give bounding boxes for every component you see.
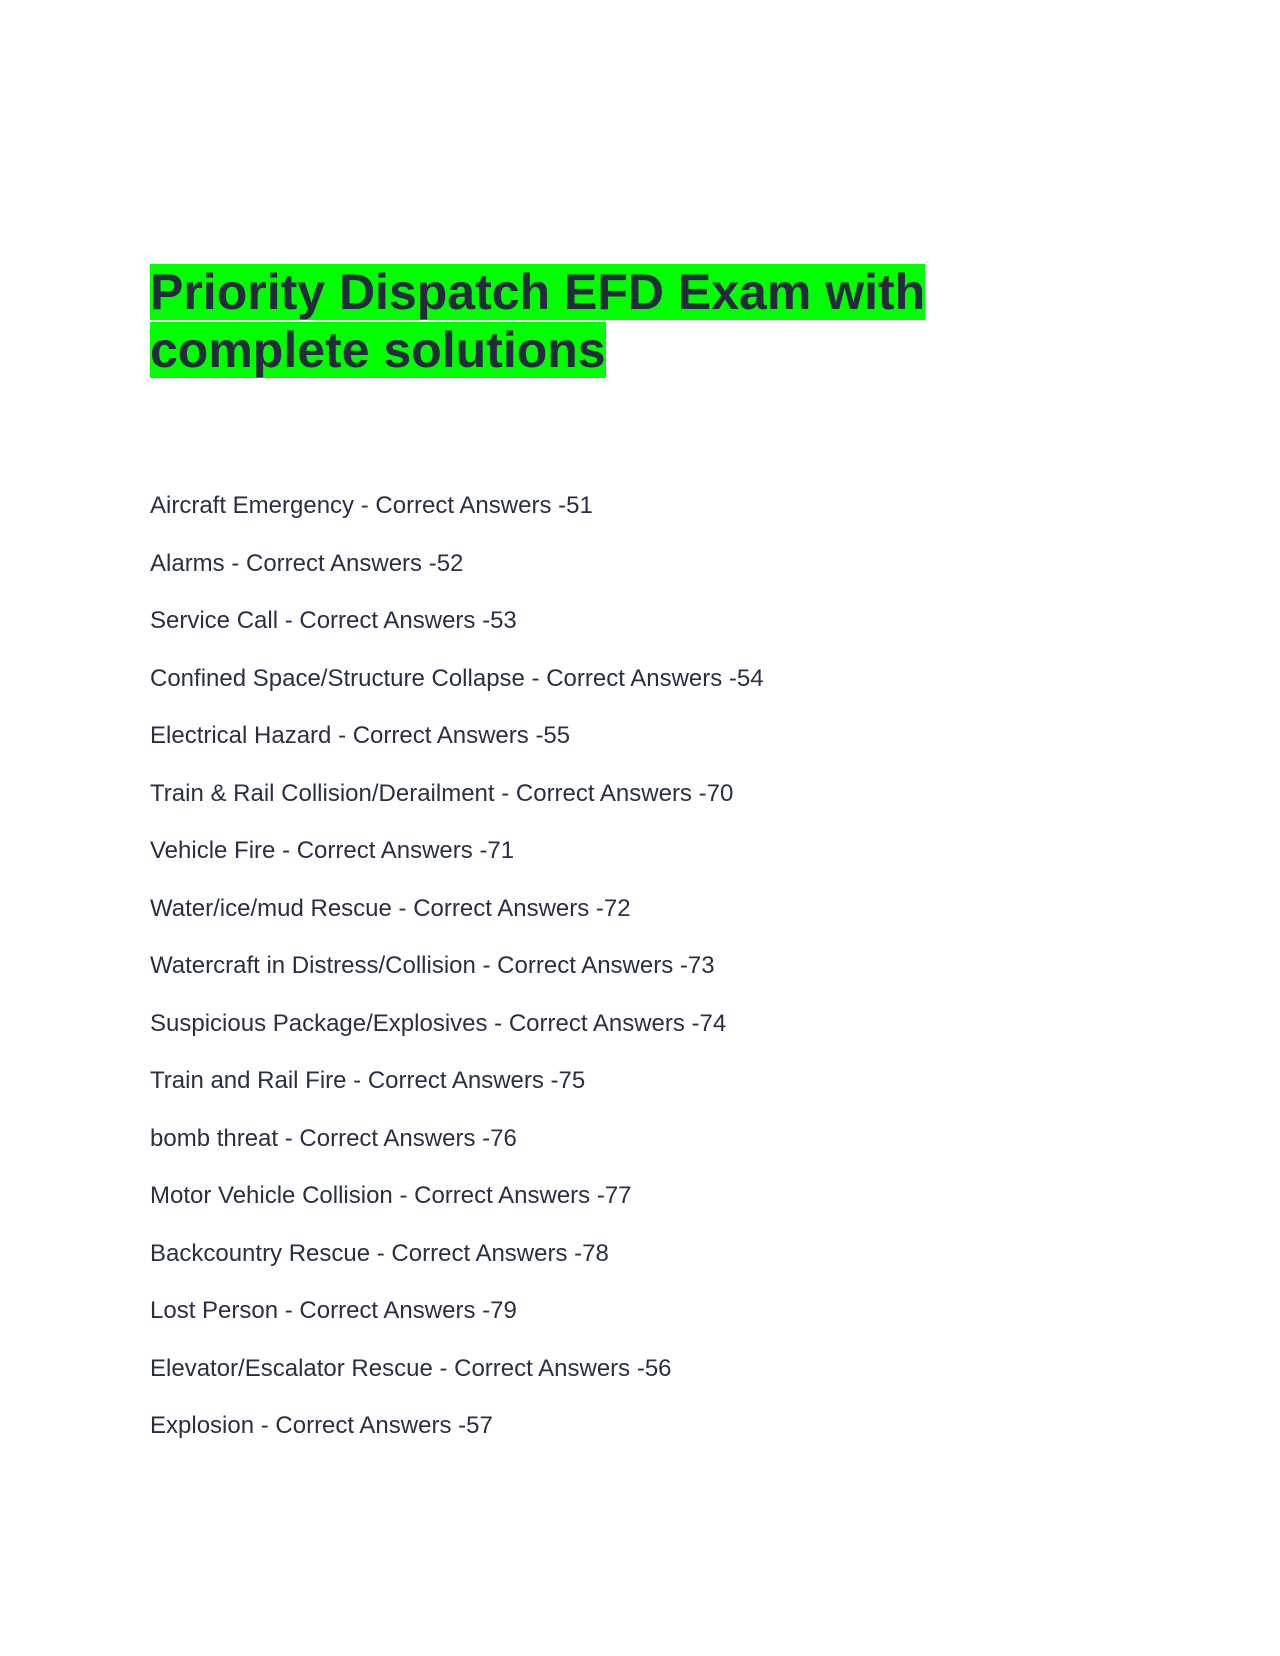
- answer-entry: Explosion - Correct Answers -57: [150, 1412, 493, 1439]
- answer-entry: Lost Person - Correct Answers -79: [150, 1297, 517, 1324]
- answer-entry: bomb threat - Correct Answers -76: [150, 1124, 517, 1152]
- answer-entry: Suspicious Package/Explosives - Correct Answers -74: [150, 1009, 727, 1037]
- answer-entry: Alarms - Correct Answers -52: [150, 549, 464, 577]
- answer-entry: Electrical Hazard - Correct Answers -55: [150, 722, 571, 749]
- answer-entry: Water/ice/mud Rescue - Correct Answers -72: [150, 894, 631, 922]
- answer-entry: Motor Vehicle Collision - Correct Answers -77: [150, 1182, 632, 1209]
- answer-entry: Elevator/Escalator Rescue - Correct Answers -56: [150, 1354, 672, 1382]
- answer-entry: Train and Rail Fire - Correct Answers -75: [150, 1067, 586, 1094]
- document-title: [150, 263, 970, 379]
- answer-entry: Aircraft Emergency - Correct Answers -51: [150, 492, 593, 519]
- title-highlight: Priority Dispatch EFD Exam with complete solutions: [150, 264, 926, 378]
- answer-entry: Vehicle Fire - Correct Answers -71: [150, 837, 515, 864]
- answer-entry: Train & Rail Collision/Derailment - Correct Answers -70: [150, 779, 734, 807]
- answer-entry: Confined Space/Structure Collapse - Correct Answers -54: [150, 664, 764, 692]
- answer-entry: Service Call - Correct Answers -53: [150, 607, 517, 634]
- answer-entry: Backcountry Rescue - Correct Answers -78: [150, 1239, 609, 1267]
- answer-entry: Watercraft in Distress/Collision - Correct Answers -73: [150, 952, 715, 979]
- answer-list: [150, 492, 764, 1470]
